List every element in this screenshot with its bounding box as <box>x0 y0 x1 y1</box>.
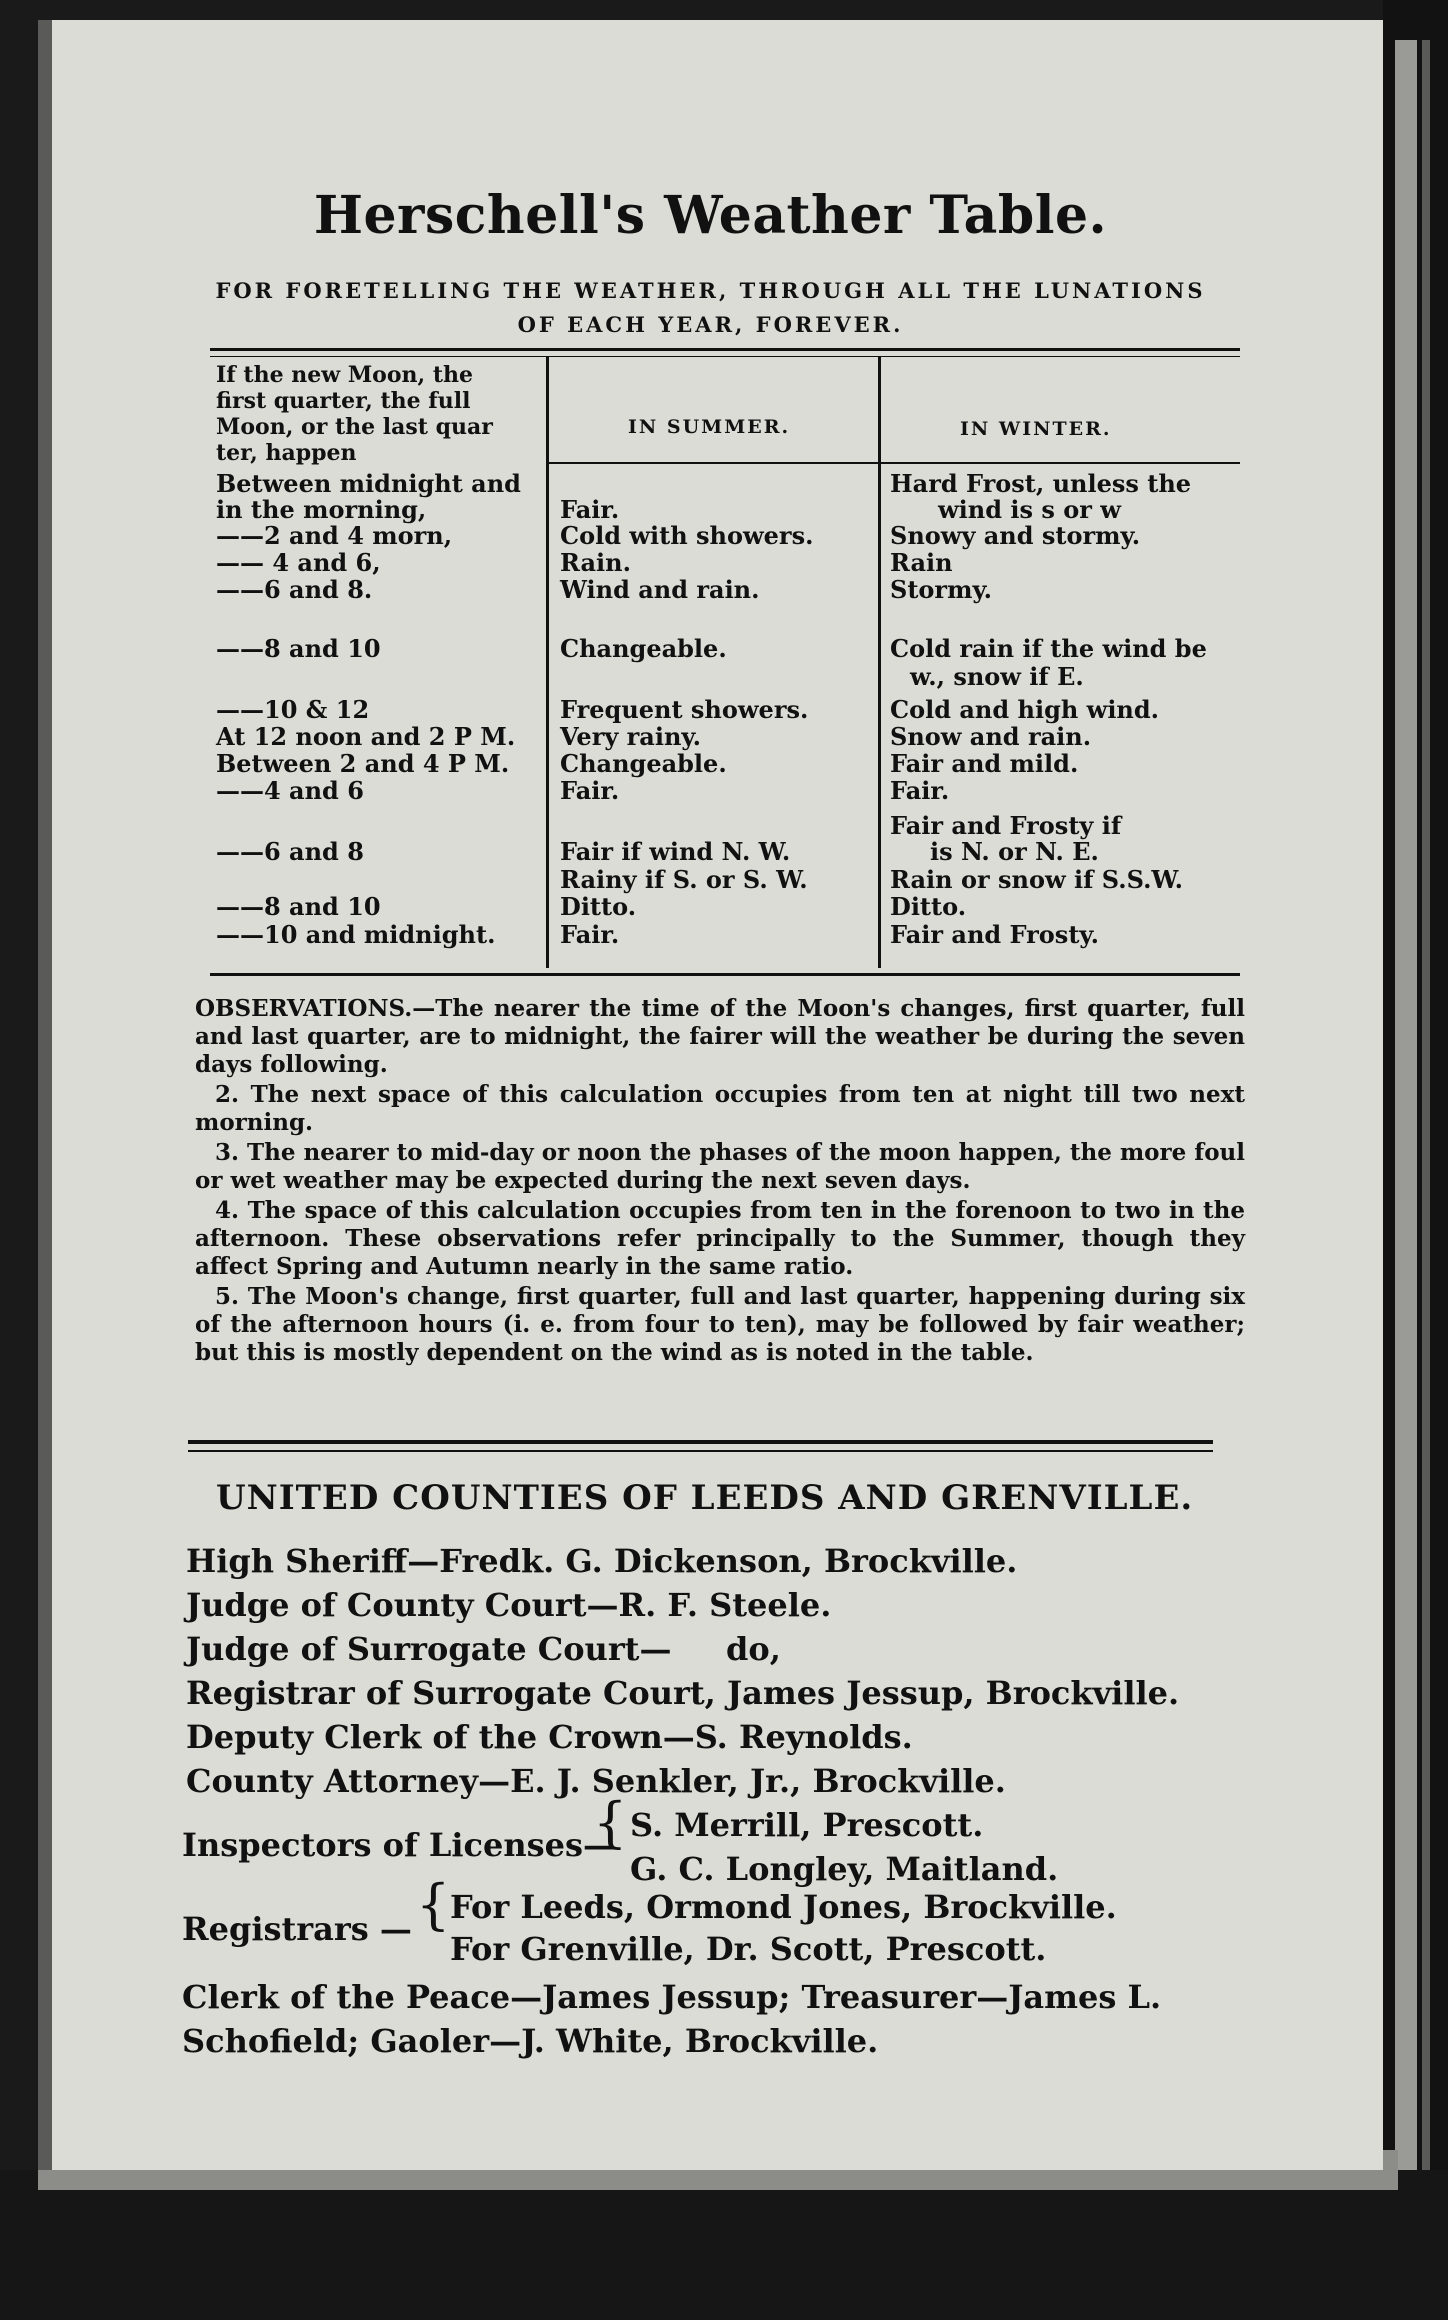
table-row-time: ——6 and 8 <box>216 837 364 866</box>
table-row-winter: Snowy and stormy. <box>890 521 1141 550</box>
table-row-summer: Changeable. <box>560 634 727 663</box>
table-row-time: ——8 and 10 <box>216 892 381 921</box>
table-row-winter: Fair and Frosty if <box>890 811 1122 840</box>
table-row-time: ——4 and 6 <box>216 776 364 805</box>
officer-line: Schofield; Gaoler—J. White, Brockville. <box>182 2022 879 2060</box>
brace-glyph: { <box>416 1873 451 1936</box>
col1-header-line: ter, happen <box>216 440 357 466</box>
table-row-winter: Cold and high wind. <box>890 695 1160 724</box>
officer-line: Registrar of Surrogate Court, James Jessup, Brockville. <box>186 1674 1180 1712</box>
table-row-winter: wind is s or w <box>938 495 1121 524</box>
table-row-winter: Fair. <box>890 776 950 805</box>
observation-paragraph: OBSERVATIONS.—The nearer the time of the Moon's changes, first quarter, full and last quarter, are to midnight, the fairer will the weather be during the seven days following. <box>195 995 1245 1078</box>
table-bottom-rule <box>210 973 1240 976</box>
table-row-summer: Fair if wind N. W. <box>560 837 791 866</box>
table-row-winter: Stormy. <box>890 575 993 604</box>
table-header-rule <box>548 462 1240 464</box>
counties-heading: UNITED COUNTIES OF LEEDS AND GRENVILLE. <box>216 1478 1194 1518</box>
table-row-summer: Fair. <box>560 920 620 949</box>
officer-line-ditto: do, <box>726 1630 781 1668</box>
table-row-time: in the morning, <box>216 495 427 524</box>
table-row-winter: Cold rain if the wind be <box>890 634 1207 663</box>
table-divider-2 <box>878 356 881 968</box>
table-row-time: At 12 noon and 2 P M. <box>216 722 516 751</box>
page-title: Herschell's Weather Table. <box>313 185 1108 246</box>
table-row-winter: Hard Frost, unless the <box>890 469 1192 498</box>
table-row-winter: Snow and rain. <box>890 722 1092 751</box>
table-row-summer: Rainy if S. or S. W. <box>560 865 808 894</box>
officer-line: Deputy Clerk of the Crown—S. Reynolds. <box>186 1718 913 1756</box>
table-row-summer: Fair. <box>560 776 620 805</box>
subtitle-line-2: OF EACH YEAR, FOREVER. <box>517 312 904 337</box>
table-row-winter: is N. or N. E. <box>930 837 1099 866</box>
table-row-winter: Rain or snow if S.S.W. <box>890 865 1183 894</box>
winter-header: IN WINTER. <box>960 418 1112 440</box>
registrar-entry: For Leeds, Ormond Jones, Brockville. <box>450 1888 1117 1926</box>
officer-line: Judge of Surrogate Court— <box>186 1630 672 1668</box>
col1-header-line: If the new Moon, the <box>216 362 473 388</box>
table-top-rule-thin <box>210 356 1240 357</box>
observations-block <box>195 995 1245 1369</box>
col1-header-line: first quarter, the full <box>216 388 471 414</box>
observation-paragraph: 5. The Moon's change, first quarter, full and last quarter, happening during six of the afternoon hours (i. e. from four to ten), may be followed by fair weather; but this is mostly dependent on the wind as is noted in the table. <box>195 1283 1245 1366</box>
officer-line: High Sheriff—Fredk. G. Dickenson, Brockville. <box>186 1542 1018 1580</box>
table-row-time: ——10 & 12 <box>216 695 370 724</box>
subtitle-line-1: FOR FORETELLING THE WEATHER, THROUGH ALL THE LUNATIONS <box>215 278 1206 303</box>
registrars-label: Registrars — <box>182 1910 412 1948</box>
table-row-summer: Rain. <box>560 548 631 577</box>
observation-paragraph: 4. The space of this calculation occupies from ten in the forenoon to two in the afternoon. These observations refer principally to the Summer, though they affect Spring and Autumn nearly in the same ratio. <box>195 1197 1245 1280</box>
section-rule-thin <box>188 1450 1213 1452</box>
officer-line: Clerk of the Peace—James Jessup; Treasurer—James L. <box>182 1978 1162 2016</box>
table-row-time: ——6 and 8. <box>216 575 373 604</box>
table-row-time: ——8 and 10 <box>216 634 381 663</box>
table-row-winter: Fair and mild. <box>890 749 1079 778</box>
page-edge-strip-dark <box>1422 40 1430 2240</box>
table-row-winter: Ditto. <box>890 892 967 921</box>
officer-line: County Attorney—E. J. Senkler, Jr., Brockville. <box>186 1762 1006 1800</box>
section-rule-thick <box>188 1440 1213 1444</box>
table-row-summer: Fair. <box>560 495 620 524</box>
table-row-summer: Frequent showers. <box>560 695 809 724</box>
document-page <box>38 20 1383 2170</box>
inspectors-label: Inspectors of Licenses— <box>182 1826 616 1864</box>
table-top-rule <box>210 348 1240 351</box>
observation-paragraph: 2. The next space of this calculation occupies from ten at night till two next morning. <box>195 1081 1245 1136</box>
table-row-summer: Changeable. <box>560 749 727 778</box>
table-row-winter: Rain <box>890 548 953 577</box>
table-divider-1 <box>546 356 549 968</box>
inspector-entry: G. C. Longley, Maitland. <box>630 1850 1059 1888</box>
page-edge-bottom <box>0 2170 1448 2320</box>
table-row-summer: Ditto. <box>560 892 637 921</box>
table-row-summer: Very rainy. <box>560 722 701 751</box>
table-row-time: Between 2 and 4 P M. <box>216 749 510 778</box>
summer-header: IN SUMMER. <box>628 416 791 438</box>
table-row-time: Between midnight and <box>216 469 521 498</box>
page-edge-strip <box>1395 40 1417 2240</box>
observation-paragraph: 3. The nearer to mid-day or noon the phases of the moon happen, the more foul or wet weather may be expected during the next seven days. <box>195 1139 1245 1194</box>
officer-line: Judge of County Court—R. F. Steele. <box>186 1586 832 1624</box>
brace-glyph: { <box>593 1791 628 1854</box>
table-row-time: —— 4 and 6, <box>216 548 381 577</box>
page-spine-shadow <box>38 20 52 2170</box>
registrar-entry: For Grenville, Dr. Scott, Prescott. <box>450 1930 1047 1968</box>
table-row-summer: Wind and rain. <box>560 575 760 604</box>
table-row-winter: Fair and Frosty. <box>890 920 1099 949</box>
col1-header-line: Moon, or the last quar <box>216 414 493 440</box>
table-row-summer: Cold with showers. <box>560 521 814 550</box>
table-row-time: ——10 and midnight. <box>216 920 496 949</box>
table-row-winter: w., snow if E. <box>910 662 1084 691</box>
table-row-time: ——2 and 4 morn, <box>216 521 453 550</box>
inspector-entry: S. Merrill, Prescott. <box>630 1806 984 1844</box>
